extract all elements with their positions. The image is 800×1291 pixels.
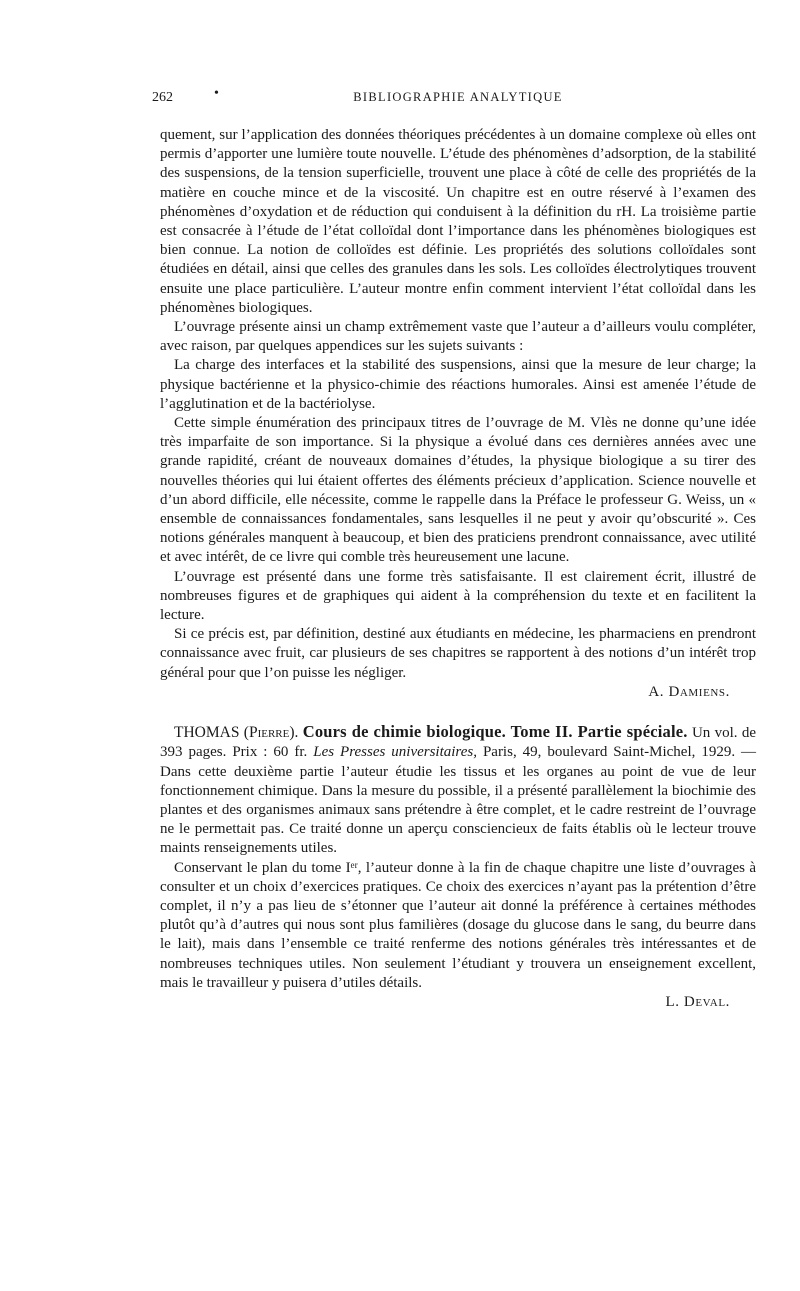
review-separator (160, 702, 756, 722)
review2-author-last: THOMAS (174, 724, 240, 742)
running-header (152, 86, 756, 112)
review2-signature: L. Deval. (665, 993, 730, 1010)
review1-paragraph-6: Si ce précis est, par définition, destiné aux étudiants en médecine, les pharmaciens en prendront connaissance avec fruit, car plusieurs de ses chapitres se rapportent à des notions d’un intérêt trop général pour que l’on puisse les négliger. (160, 626, 756, 681)
running-title: BIBLIOGRAPHIE ANALYTIQUE (353, 90, 563, 104)
review1-paragraph-2: L’ouvrage présente ainsi un champ extrêmement vaste que l’auteur a d’ailleurs voulu compléter, avec raison, par quelques appendices sur les sujets suivants : (160, 319, 756, 355)
book-page (152, 86, 757, 1012)
review1-closing (160, 625, 756, 683)
review2-publisher: Les Presses universitaires, (313, 744, 477, 761)
header-dot: • (214, 86, 221, 101)
page-number: 262 (152, 90, 173, 105)
review1-paragraph-4: Cette simple énumération des principaux titres de l’ouvrage de M. Vlès ne donne qu’une idée très imparfaite de son importance. Si la physique a évolué dans ces dernières années avec une grande rapidité, créant de nouveaux domaines d’études, la physique biologique a su tirer des nouvelles théories qui lui étaient offertes des éléments précieux d’application. Science nouvelle et d’un abord difficile, elle nécessite, comme le rappelle dans la Préface le professeur G. Weiss, un « ensemble de connaissances fondamentales, sans lesquelles il ne peut y avoir qu’obscurité ». Ces notions générales manquent à beaucoup, et bien des praticiens prendront connaissance, avec utilité et avec intérêt, de ce livre qui comble très heureusement une lacune. (160, 415, 756, 566)
review2-details-before: Un vol. de 393 pages. Prix : 60 fr. (160, 725, 757, 761)
review2-book-title: Cours de chimie biologique. Tome II. Partie spéciale. (302, 722, 688, 742)
review2-details-after: Paris, 49, boulevard Saint-Michel, 1929. — Dans cette deuxième partie l’auteur étudie les tissus et les organes au point de vue de leur fonctionnement chimique. Dans la mesure du possible, il a présenté parallèlement la biochimie des plantes et des organismes animaux sans prétendre à être complet, et le cadre restreint de l’ouvrage ne le permettait pas. Ce traité donne un aperçu consciencieux de faits établis où le lecteur trouve maints renseignements utiles. (160, 744, 757, 857)
review1-signature: A. Damiens. (648, 683, 730, 700)
review-thomas (160, 722, 756, 1012)
review1-paragraph-5: L’ouvrage est présenté dans une forme très satisfaisante. Il est clairement écrit, illustré de nombreuses figures et de graphiques qui aident à la compréhension du texte et en facilitent la lecture. (160, 568, 756, 624)
review2-author-first: (Pierre). (243, 724, 299, 742)
review1-paragraph-3: La charge des interfaces et la stabilité des suspensions, ainsi que la mesure de leur charge; la physique bactérienne et la physico-chimie des réactions humorales. Ainsi est amenée l’étude de l’agglutination et de la bactériolyse. (160, 357, 756, 412)
review2-heading-paragraph (160, 722, 756, 858)
review-vles (160, 126, 756, 702)
review1-paragraph-1: quement, sur l’application des données théoriques précédentes à un domaine complexe où elles ont permis d’apporter une lumière toute nouvelle. L’étude des phénomènes d’adsorption, de la stabilité des suspensions, de la tension superficielle, trouvent une place à côté de celle des propriétés de la matière en couche mince et de la viscosité. Un chapitre est en outre réservé à l’examen des phénomènes d’oxydation et de réduction qui conduisent à la définition du rH. La troisième partie est consacrée à l’étude de l’état colloïdal dont l’importance dans les phénomènes biologiques est bien connue. La notion de colloïdes est définie. Les propriétés des solutions colloïdales sont étudiées en détail, ainsi que celles des granules dans les sols. Les colloïdes électrolytiques trouvent ensuite une place particulière. L’auteur montre enfin comment intervient l’état colloïdal dans les phénomènes biologiques. (160, 127, 756, 316)
review2-paragraph-2: Conservant le plan du tome Iᵉʳ, l’auteur donne à la fin de chaque chapitre une liste d’ouvrages à consulter et un choix d’exercices pratiques. Ce choix des exercices n’ayant pas la prétention d’être complet, il n’y a pas lieu de s’étonner que l’auteur ait donné la préférence à certaines méthodes plutôt qu’à d’autres qui nous sont plus familières (dosage du glucose dans le sang, du beurre dans le lait), mais dans l’ensemble ce traité renferme des notions générales très intéressantes et de nombreuses techniques utiles. Non seulement l’étudiant y trouvera un enseignement excellent, mais le travailleur y puisera d’utiles détails. (160, 859, 756, 991)
